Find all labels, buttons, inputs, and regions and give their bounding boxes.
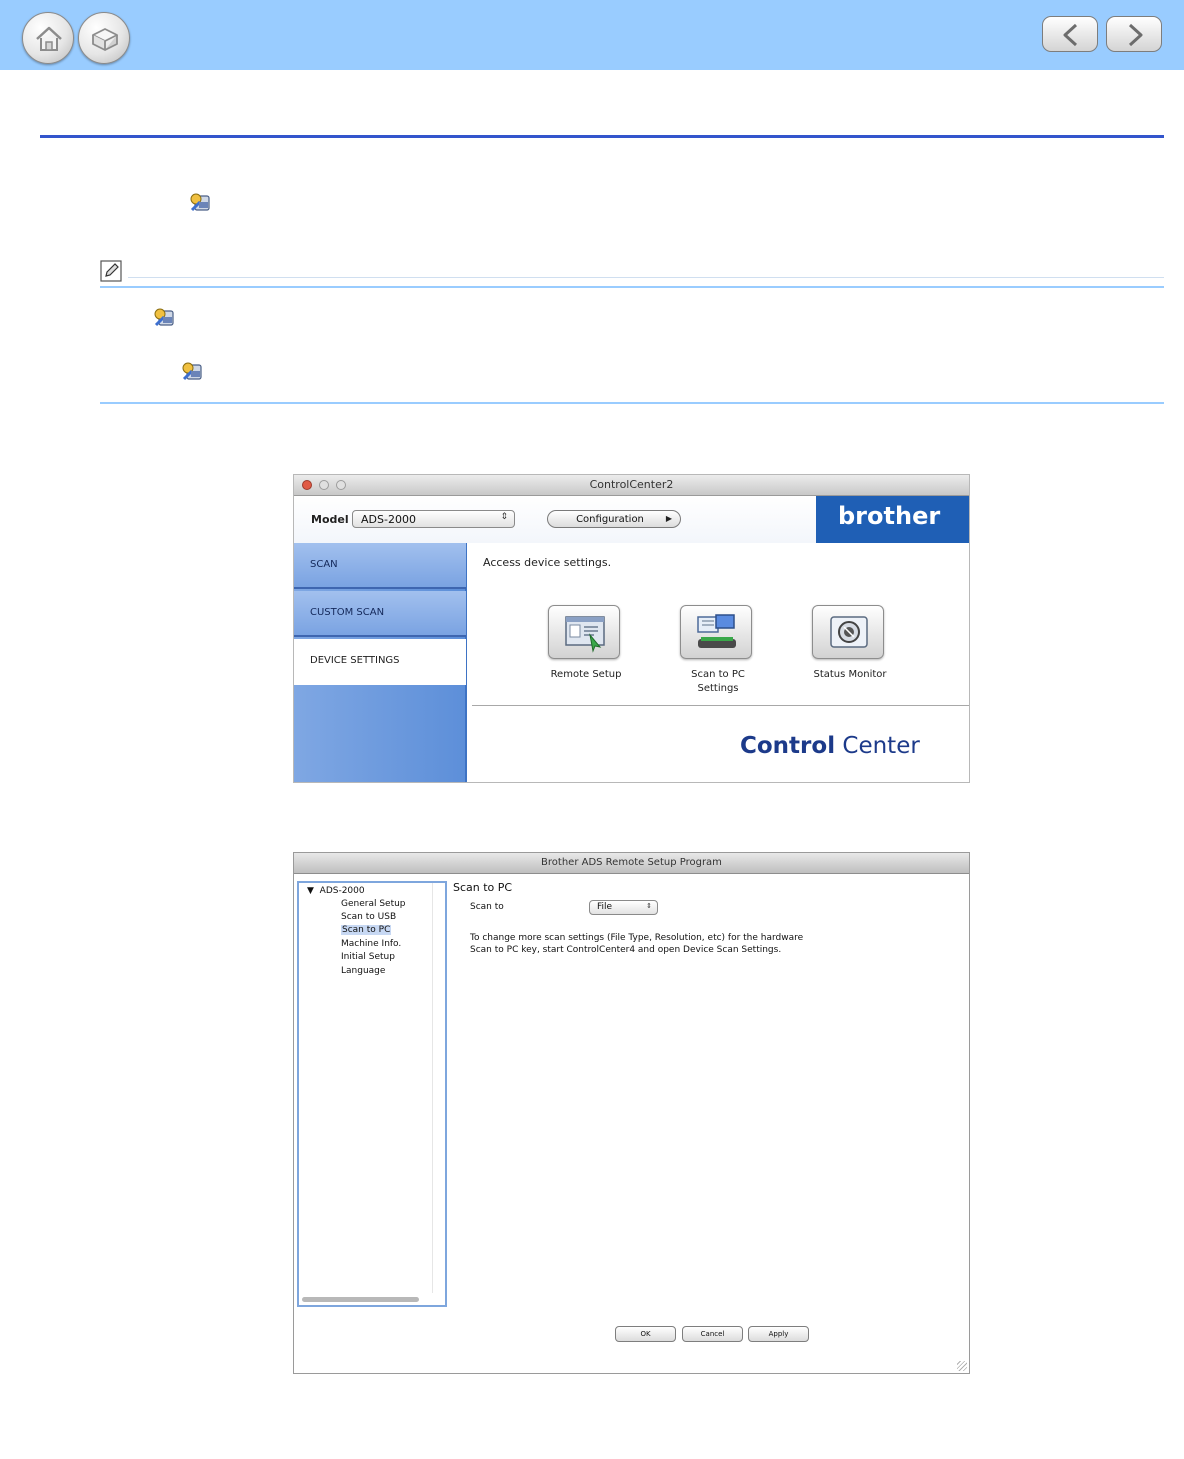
help-text-line2: Scan to PC key, start ControlCenter4 and open Device Scan Settings.	[470, 945, 782, 955]
tree-item-scan-to-usb[interactable]: Scan to USB	[341, 912, 397, 922]
status-monitor-button[interactable]	[812, 605, 884, 659]
apply-button[interactable]: Apply	[748, 1326, 809, 1342]
note-header-line	[128, 277, 1164, 278]
controlcenter-sidebar	[294, 543, 467, 782]
scan-to-value: File	[597, 902, 613, 912]
settings-tree[interactable]	[297, 881, 447, 1307]
cancel-button[interactable]: Cancel	[682, 1326, 743, 1342]
note-top-rule	[100, 286, 1164, 288]
configuration-button[interactable]	[547, 510, 681, 528]
scan-to-select[interactable]	[589, 900, 658, 915]
house-icon	[33, 23, 65, 55]
controlcenter-icon	[180, 359, 204, 383]
disclosure-triangle-icon[interactable]: ▼	[307, 886, 314, 896]
panel-heading: Access device settings.	[483, 556, 612, 569]
section-heading: Scan to PC	[453, 881, 513, 894]
section-divider	[40, 135, 1164, 138]
controlcenter-icon	[152, 305, 176, 329]
scan-to-pc-label-line1: Scan to PC	[691, 669, 745, 680]
tab-device-settings-label: DEVICE SETTINGS	[310, 655, 400, 666]
horizontal-scrollbar[interactable]	[302, 1297, 419, 1302]
tab-device-settings[interactable]	[294, 639, 466, 685]
updown-arrows-icon: ⇕	[646, 902, 652, 910]
model-label: Model	[311, 513, 349, 526]
home-button[interactable]	[22, 12, 74, 64]
window-title: Brother ADS Remote Setup Program	[541, 857, 722, 868]
configuration-label: Configuration	[576, 514, 644, 525]
tab-custom-scan[interactable]	[294, 591, 466, 637]
brand-text: brother	[838, 502, 941, 530]
tab-scan[interactable]	[294, 543, 466, 589]
tree-item-initial-setup[interactable]: Initial Setup	[341, 952, 395, 962]
tree-item-general-setup[interactable]: General Setup	[341, 899, 406, 909]
tree-item-scan-to-pc[interactable]: Scan to PC	[342, 925, 391, 935]
chevron-left-icon	[1061, 23, 1081, 47]
tab-custom-scan-label: CUSTOM SCAN	[310, 607, 385, 618]
printer-box-icon	[89, 23, 121, 55]
controlcenter-logo	[740, 733, 920, 759]
next-page-button[interactable]	[1106, 16, 1162, 52]
tree-scroll-track	[432, 883, 433, 1293]
note-pencil-icon	[100, 260, 122, 282]
scan-to-pc-icon	[694, 613, 740, 653]
scan-to-label: Scan to	[470, 902, 504, 912]
tree-root-label: ADS-2000	[319, 886, 365, 896]
model-select[interactable]	[352, 510, 515, 528]
window-titlebar	[294, 475, 969, 496]
scan-to-pc-settings-label	[658, 668, 778, 696]
remote-setup-icon	[562, 613, 608, 653]
ok-button[interactable]: OK	[615, 1326, 676, 1342]
status-monitor-icon	[826, 613, 872, 653]
previous-page-button[interactable]	[1042, 16, 1098, 52]
model-select-value: ADS-2000	[361, 513, 416, 526]
help-text-line1: To change more scan settings (File Type, Resolution, etc) for the hardware	[470, 933, 804, 943]
tree-root[interactable]	[307, 886, 365, 896]
remote-setup-window	[294, 853, 969, 1373]
scan-to-pc-label-line2: Settings	[697, 683, 739, 694]
chevron-right-icon	[1125, 23, 1145, 47]
tree-item-language[interactable]: Language	[341, 966, 386, 976]
brother-logo	[816, 496, 969, 543]
tree-item-machine-info[interactable]: Machine Info.	[341, 939, 402, 949]
top-nav-bar	[0, 0, 1184, 70]
controlcenter-icon	[188, 190, 212, 214]
triangle-right-icon: ▶	[665, 514, 672, 523]
window-titlebar	[294, 853, 969, 874]
updown-arrows-icon: ⇕	[500, 512, 508, 522]
remote-setup-button[interactable]	[548, 605, 620, 659]
table-of-contents-button[interactable]	[78, 12, 130, 64]
resize-grip[interactable]	[957, 1361, 967, 1371]
window-title: ControlCenter2	[589, 478, 674, 491]
remote-setup-label: Remote Setup	[550, 669, 622, 680]
help-text	[470, 932, 940, 956]
logo-center: Center	[842, 733, 920, 759]
controlcenter2-window	[294, 475, 969, 782]
note-bottom-rule	[100, 402, 1164, 404]
panel-divider	[472, 705, 969, 706]
scan-to-pc-settings-button[interactable]	[680, 605, 752, 659]
logo-control: Control	[740, 733, 836, 759]
status-monitor-label: Status Monitor	[813, 669, 887, 680]
tab-scan-label: SCAN	[310, 559, 338, 570]
